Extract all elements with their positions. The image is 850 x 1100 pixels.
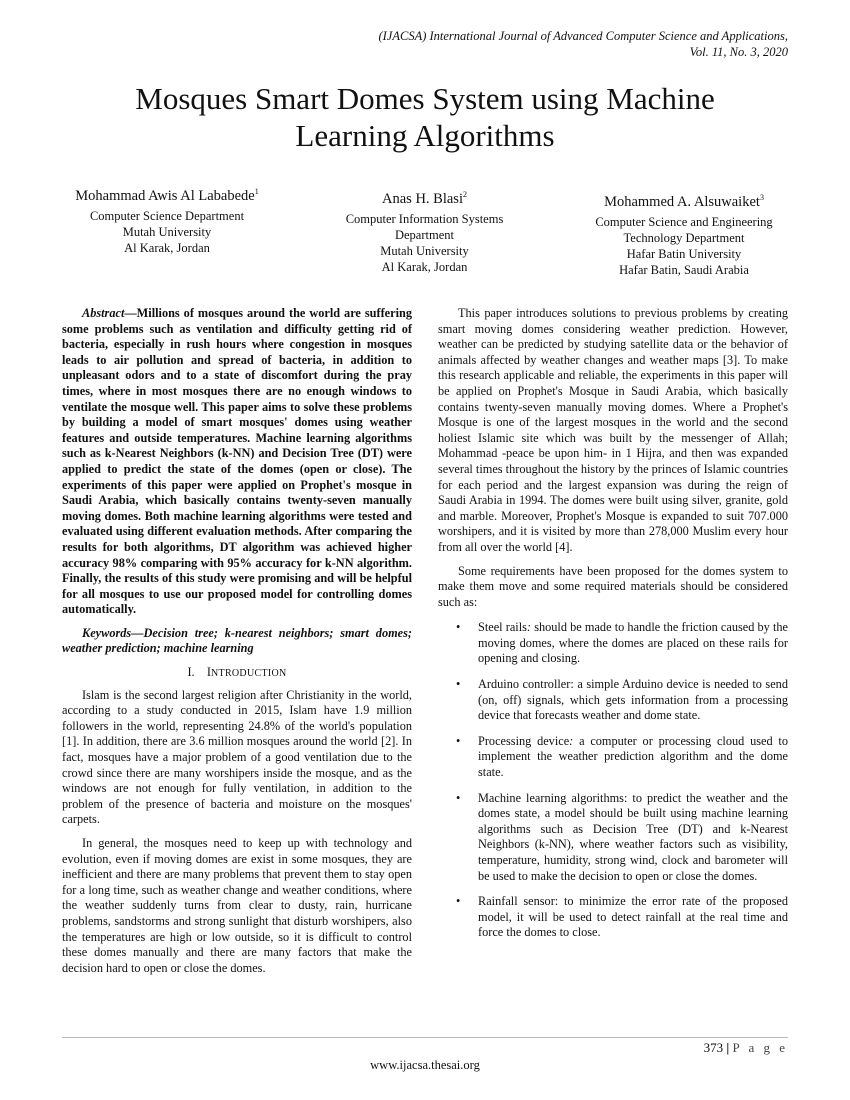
author-3	[578, 188, 790, 278]
author-name: Mohammed A. Alsuwaiket$^3$	[604, 193, 764, 210]
section-heading-introduction: I. INTRODUCTION	[187, 665, 287, 680]
right-column	[438, 306, 788, 951]
author-affiliation-line: Hafar Batin University	[626, 246, 742, 261]
author-affiliation-line: Mutah University	[380, 243, 469, 258]
author-affiliation-line: Al Karak, Jordan	[381, 259, 468, 274]
requirements-list	[438, 620, 788, 941]
body-paragraph-1: This paper introduces solutions to previous problems by creating smart moving domes considering weather prediction. However, weather can be predicted by studying satellite data or the behavior of animals affected by weather changes and weather maps [3]. To make this research applicable and reliable, the experiments in this paper will be applied on Prophet's Mosque in Saudi Arabia, which basically contains twenty-seven manually moving domes. Where a Prophet's Mosque is one of the largest mosques in the world and the second holiest Islamic site which was built by the messenger of Allah; Mohammad -peace be upon him- in 1 Hijra, and then was expanded several times throughout the history by the princes of Islamic countries for each period and the largest expansion was during the reign of Saudi Arabia in 1994. The domes were built using silver, granite, gold and marble. Moreover, Prophet's Mosque is expanded to suit 707.000 worshipers, and it is visited by more than 278,000 Muslim every hour from all over the world [4].	[438, 306, 788, 554]
left-column	[62, 306, 412, 984]
author-affiliation-line: Department	[394, 227, 454, 242]
journal-website: www.ijacsa.thesai.org	[370, 1058, 480, 1072]
author-affiliation-line: Al Karak, Jordan	[124, 240, 210, 255]
title-line-1: Mosques Smart Domes System using Machine	[135, 81, 715, 116]
abstract: Abstract—Millions of mosques around the world are suffering some problems such as ventilation and difficulty getting rid of bacteria, especially in rush hours where congestion in mosques leads to air pollution and spread of bacteria, in addition to unpleasant odors and to a state of discomfort during the pray times, where in most mosques there are no enough windows to ventilate the mosque well. This paper aims to solve these problems by building a model of smart mosques' domes using weather features and outside temperatures. Machine learning algorithms such as k-Nearest Neighbors (k-NN) and Decision Tree (DT) were applied to predict the state of the domes (open or close). The experiments of this paper were applied on Prophet's mosque in Saudi Arabia, which basically contains twenty-seven manually moving domes. Both machine learning algorithms were tested and evaluated using different evaluation methods. After comparing the results for both algorithms, DT algorithm was achieved higher accuracy 98% comparing with 95% accuracy for k-NN algorithm. Finally, the results of this study were promising and will be helpful for all mosques to use our proposed model for controlling domes automatically.	[62, 306, 412, 617]
volume-info: Vol. 11, No. 3, 2020	[689, 45, 788, 59]
author-affiliation-line: Technology Department	[623, 230, 745, 245]
paper-title	[60, 80, 790, 154]
author-1	[62, 182, 272, 256]
list-item: • Steel rails: should be made to handle the friction caused by the moving domes, where the domes are placed on these rails for opening and closing.	[456, 620, 788, 666]
intro-paragraph-2: In general, the mosques need to keep up with technology and evolution, even if moving domes are exist in some mosques, they are inefficient and there are many problems that prevent them to stay open for a long time, such as weather change and weather conditions, where the weather suddenly turns from clear to dusty, rain, hurricane problems, sandstorms and strong sunlight that disturb worshipers, also the temperatures are high or low outside, so it is difficult to control these domes manually and there are many factors that make the decision hard to open or close the domes.	[62, 836, 412, 975]
author-name: Mohammad Awis Al Lababede$^1$	[75, 187, 259, 204]
author-affiliation-line: Computer Information Systems	[345, 211, 504, 226]
author-affiliation-line: Hafar Batin, Saudi Arabia	[619, 262, 749, 277]
author-2	[322, 185, 527, 275]
author-affiliation-line: Computer Science and Engineering	[595, 214, 773, 229]
running-header	[378, 28, 788, 60]
intro-paragraph-1: Islam is the second largest religion after Christianity in the world, according to a study conducted in 2015, Islam have 1.9 million followers in the world, representing 24.8% of the world's population [1]. In addition, there are 3.6 million mosques around the world [2]. In fact, mosques have a major problem of a good ventilation due to the crowd since there are many worshipers inside the mosque, and as the windows are not enough for fully ventilation, in addition to the problem of the presence of bacteria and moisture on the mosques' carpets.	[62, 687, 412, 827]
page-number: 373 | P a g e	[703, 1040, 788, 1055]
list-item: • Arduino controller: a simple Arduino device is needed to send (on, off) signals, which gets information from a processing device that forecasts weather and dome state.	[456, 677, 788, 723]
title-line-2: Learning Algorithms	[295, 118, 555, 153]
keywords: Keywords—Decision tree; k-nearest neighbors; smart domes; weather prediction; machine learning	[62, 625, 412, 656]
journal-name: (IJACSA) International Journal of Advanced Computer Science and Applications,	[378, 29, 788, 43]
list-item: • Processing device: a computer or processing cloud used to implement the weather prediction algorithm and the dome state.	[456, 733, 788, 780]
list-item: • Rainfall sensor: to minimize the error rate of the proposed model, it will be used to detect rainfall at the real time and force the domes to close.	[456, 894, 788, 940]
author-name: Anas H. Blasi$^2$	[382, 190, 467, 207]
body-paragraph-2: Some requirements have been proposed for the domes system to make them move and some required materials should be considered such as:	[438, 563, 788, 609]
list-item: • Machine learning algorithms: to predict the weather and the domes state, a model should be built using machine learning algorithms such as Decision Tree (DT) and k-Nearest Neighbors (k-NN), where weather factors such as visibility, temperature, humidity, strong wind, clock and barometer will be used to make the decision to open or close the domes.	[456, 790, 788, 883]
footer-divider	[62, 1037, 788, 1038]
author-affiliation-line: Computer Science Department	[89, 208, 245, 223]
author-affiliation-line: Mutah University	[122, 224, 212, 239]
